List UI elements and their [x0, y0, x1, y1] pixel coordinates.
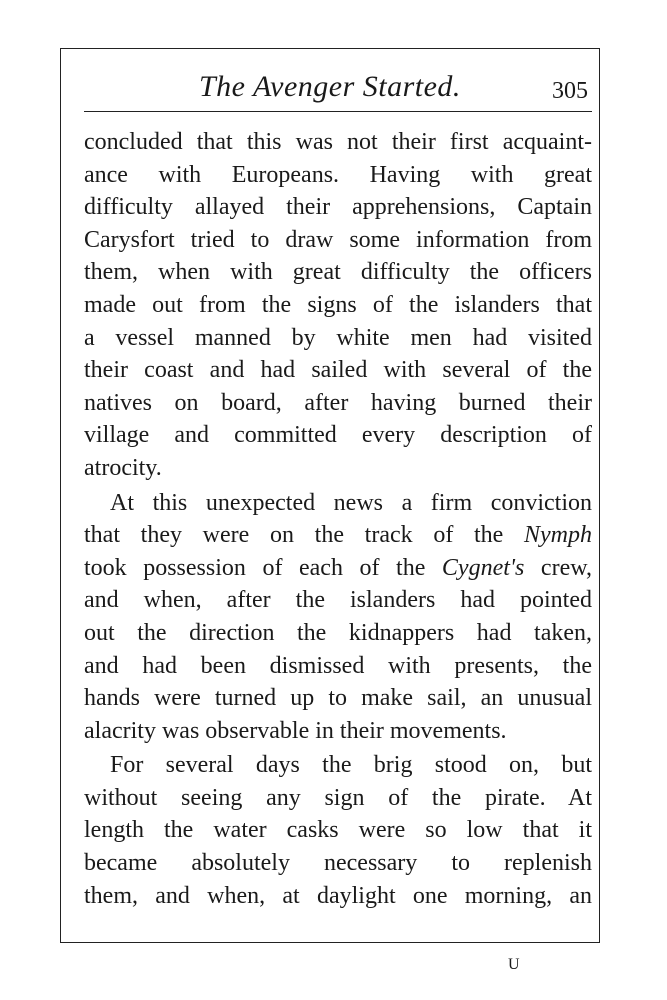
paragraph-3	[84, 749, 592, 912]
text-line: atrocity.	[84, 454, 162, 481]
text-line: and had been dismissed with presents, the	[84, 652, 592, 679]
ship-name: Cygnet's	[441, 554, 525, 581]
text-line: them, and when, at daylight one morning, an	[84, 882, 592, 909]
paragraph-2	[84, 487, 592, 748]
text-line: ance with Europeans. Having with great	[84, 161, 592, 188]
page-header	[84, 64, 592, 108]
ship-name: Nymph	[524, 522, 592, 549]
text-line: became absolutely necessary to replenish	[84, 850, 592, 877]
text-line: their coast and had sailed with several of the	[84, 357, 592, 384]
paragraph-1	[84, 126, 592, 485]
text-line: took possession of each of the Cygnet's crew,	[84, 554, 592, 581]
text-line: a vessel manned by white men had visited	[84, 324, 592, 351]
text-line: natives on board, after having burned their	[84, 389, 592, 416]
text-line: alacrity was observable in their movements.	[84, 717, 507, 744]
text-line: length the water casks were so low that it	[84, 817, 592, 844]
body-text	[84, 126, 592, 912]
text-line: that they were on the track of the Nymph	[84, 522, 592, 549]
page-number: 305	[552, 78, 588, 104]
text-line: out the direction the kidnappers had taken,	[84, 619, 592, 646]
text-line: made out from the signs of the islanders that	[84, 291, 592, 318]
header-rule	[84, 111, 592, 112]
text-line: difficulty allayed their apprehensions, Captain	[84, 194, 592, 221]
text-line: and when, after the islanders had pointed	[84, 587, 592, 614]
text-line: without seeing any sign of the pirate. At	[84, 784, 592, 811]
running-title: The Avenger Started.	[199, 70, 461, 103]
text-line: concluded that this was not their first acquaint-	[84, 129, 592, 155]
text-line: For several days the brig stood on, but	[110, 752, 592, 779]
text-line: them, when with great difficulty the officers	[84, 259, 592, 286]
text-line: hands were turned up to make sail, an unusual	[84, 685, 592, 712]
text-line: Carysfort tried to draw some information from	[84, 226, 592, 253]
text-line: village and committed every description of	[84, 422, 592, 449]
text-line: At this unexpected news a firm conviction	[110, 489, 592, 516]
signature-mark: U	[508, 956, 520, 973]
